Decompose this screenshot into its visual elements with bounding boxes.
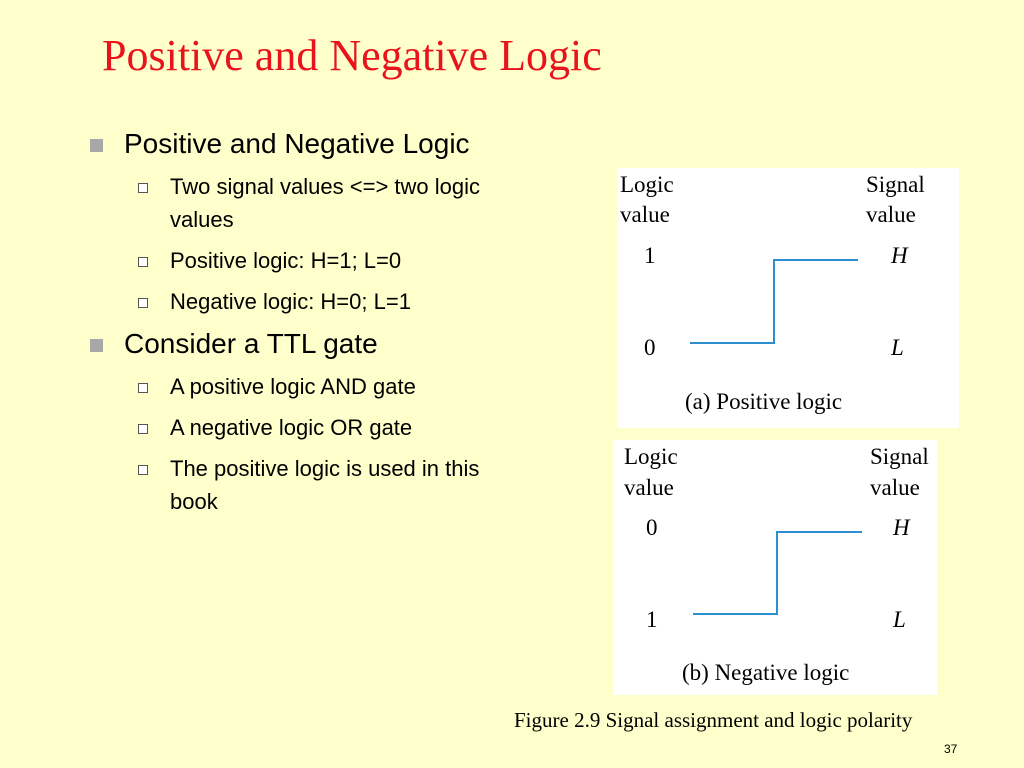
negative-logic-panel <box>613 440 937 695</box>
positive-logic-panel <box>617 168 959 428</box>
sub-bullet-item <box>88 370 500 403</box>
sub-bullet-item <box>88 244 500 277</box>
signal-value-label-line1: Signal <box>870 444 929 469</box>
panel-caption: (a) Positive logic <box>685 389 843 414</box>
top-logic-value: 0 <box>646 515 658 540</box>
hollow-square-bullet-icon <box>138 183 148 193</box>
page-number: 37 <box>944 742 958 756</box>
signal-value-label-line2: value <box>866 202 916 227</box>
bottom-signal-value: L <box>893 607 906 632</box>
bottom-logic-value: 1 <box>646 607 658 632</box>
signal-value-label-line2: value <box>870 475 920 500</box>
bottom-logic-value: 0 <box>644 335 656 360</box>
hollow-square-bullet-icon <box>138 465 148 475</box>
bullet-text: Consider a TTL gate <box>124 328 378 359</box>
panel-caption: (b) Negative logic <box>682 660 850 685</box>
logic-value-label-line2: value <box>624 475 674 500</box>
hollow-square-bullet-icon <box>138 298 148 308</box>
bullet-text: Positive and Negative Logic <box>124 128 470 159</box>
sub-bullet-item <box>88 452 500 518</box>
bullet-item <box>88 326 588 362</box>
bullet-list <box>88 126 588 526</box>
sub-bullet-item <box>88 411 500 444</box>
sub-bullet-text: Positive logic: H=1; L=0 <box>170 248 402 273</box>
top-logic-value: 1 <box>644 243 656 268</box>
signal-waveform <box>693 532 862 614</box>
sub-bullet-item <box>88 285 500 318</box>
signal-waveform <box>690 260 858 343</box>
logic-value-label-line1: Logic <box>624 444 678 469</box>
top-signal-value: H <box>893 515 910 540</box>
sub-bullet-item <box>88 170 500 236</box>
sub-bullet-text: Negative logic: H=0; L=1 <box>170 289 411 314</box>
signal-value-label-line1: Signal <box>866 172 925 197</box>
sub-bullet-text: The positive logic is used in this book <box>170 456 480 514</box>
logic-value-label-line1: Logic <box>620 172 674 197</box>
square-bullet-icon <box>90 339 103 352</box>
sub-bullet-text: Two signal values <=> two logic values <box>170 174 481 232</box>
hollow-square-bullet-icon <box>138 257 148 267</box>
bottom-signal-value: L <box>891 335 904 360</box>
bullet-item <box>88 126 588 162</box>
hollow-square-bullet-icon <box>138 424 148 434</box>
sub-bullet-text: A positive logic AND gate <box>170 374 416 399</box>
hollow-square-bullet-icon <box>138 383 148 393</box>
slide-title: Positive and Negative Logic <box>102 31 602 80</box>
top-signal-value: H <box>891 243 908 268</box>
figure-caption: Figure 2.9 Signal assignment and logic polarity <box>514 708 913 732</box>
square-bullet-icon <box>90 139 103 152</box>
sub-bullet-text: A negative logic OR gate <box>170 415 413 440</box>
logic-value-label-line2: value <box>620 202 670 227</box>
